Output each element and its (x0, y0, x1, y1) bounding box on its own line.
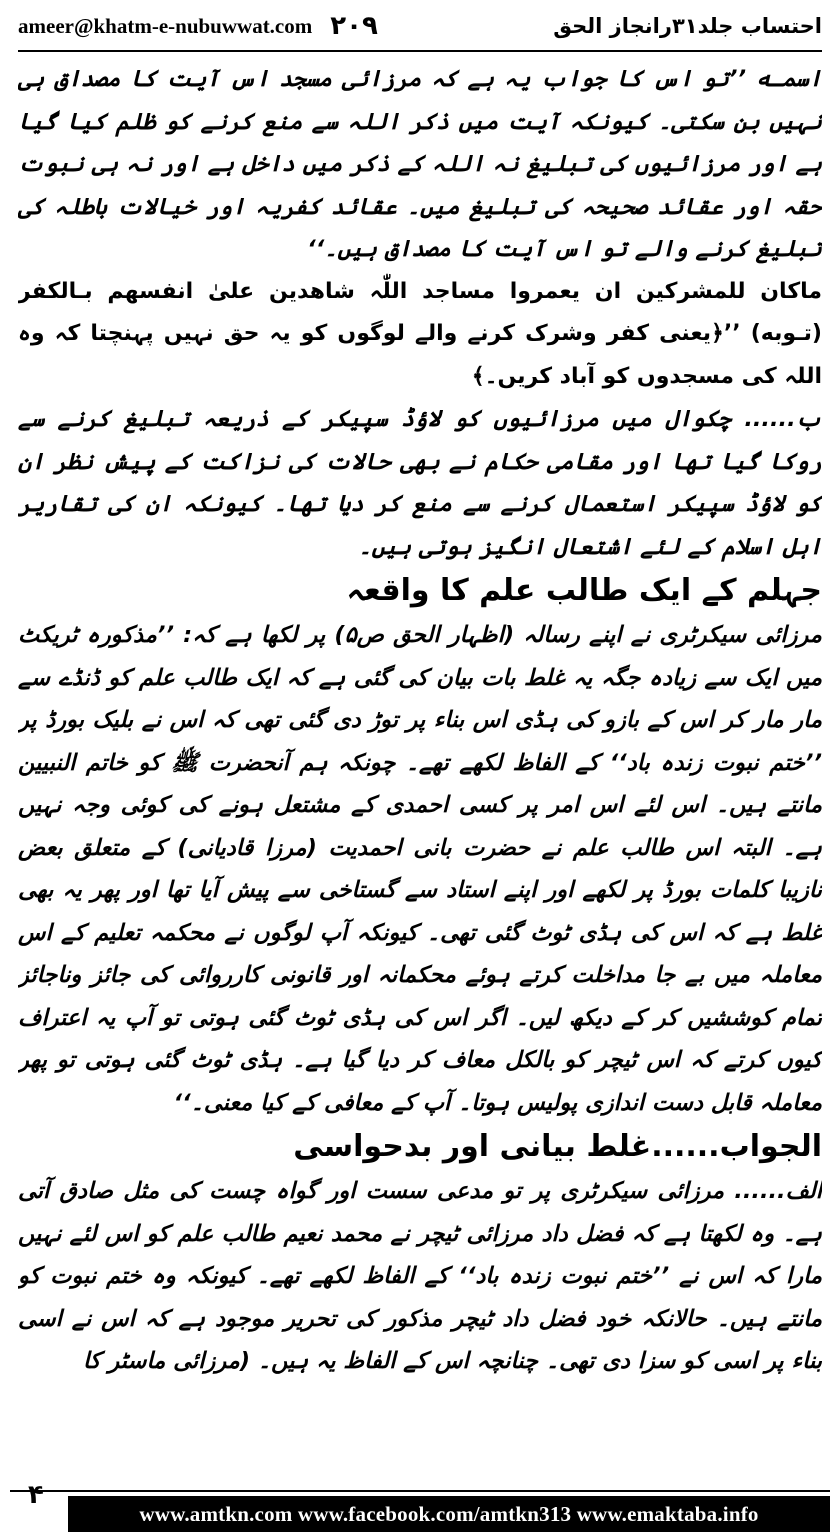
header-page-number: ۲۰۹ (330, 11, 378, 41)
paragraph-chakwal: ب...... چکوال میں مرزائیوں کو لاؤڈ سپیکر کے ذریعہ تبلیغ کرنے سے روکا گیا تھا اور مقامی حکام نے بھی حالات کی نزاکت کے پیش نظر ان کو لاؤڈ سپیکر استعمال کرنے سے منع کر دیا تھا۔ کیونکہ ان کی تقاریر اہل اسلام کے لئے اشتعال انگیز ہوتی ہیں۔ (18, 406, 822, 560)
footer-links-bar: www.amtkn.com www.facebook.com/amtkn313 www.emaktaba.info (68, 1496, 830, 1532)
paragraph-alif-reply: الف...... مرزائی سیکرٹری پر تو مدعی سست اور گواہ چست کی مثل صادق آتی ہے۔ وہ لکھتا ہے کہ فضل داد مرزائی ٹیچر نے محمد نعیم طالب علم کو اس لئے نہیں مارا کہ اس نے ’’ختم نبوت زندہ باد‘‘ کے الفاظ لکھے تھے۔ کیونکہ وہ ختم نبوت کو مانتے ہیں۔ حالانکہ خود فضل داد ٹیچر مذکور کی تحریر موجود ہے کہ اس نے اسی بناء پر اسی کو سزا دی تھی۔ چنانچہ اس کے الفاظ یہ ہیں۔ (مرزائی ماسٹر کا (18, 1178, 822, 1374)
paragraph-mirzai-secretary-quote: مرزائی سیکرٹری نے اپنے رسالہ (اظہار الحق ص۵) پر لکھا ہے کہ: ’’مذکورہ ٹریکٹ میں ایک سے زیادہ جگہ یہ غلط بات بیان کی گئی ہے کہ ایک طالب علم کو ڈنڈے سے مار مار کر اس کے بازو کی ہڈی اس بناء پر توڑ دی گئی تھی کہ اس نے بلیک بورڈ پر ’’ختم نبوت زندہ باد‘‘ کے الفاظ لکھے تھے۔ چونکہ ہم آنحضرت ﷺ کو خاتم النبیین مانتے ہیں۔ اس لئے اس امر پر کسی احمدی کے مشتعل ہونے کی کوئی وجہ نہیں ہے۔ البتہ اس طالب علم نے حضرت بانی احمدیت (مرزا قادیانی) کے متعلق بعض نازیبا کلمات بورڈ پر لکھے اور اپنے استاد سے گستاخی سے پیش آیا تھا اور پھر یہ بھی غلط ہے کہ اس کی ہڈی ٹوٹ گئی تھی۔ کیونکہ آپ لوگوں نے محکمہ تعلیم کے اس معاملہ میں بے جا مداخلت کرتے ہوئے محکمانہ اور قانونی کارروائی کی جائز وناجائز تمام کوششیں کر کے دیکھ لیں۔ اگر اس کی ہڈی ٹوٹ گئی ہوتی تو آپ یہ اعتراف کیوں کرتے کہ اس ٹیچر کو بالکل معاف کر دیا گیا ہے۔ ہڈی ٹوٹ گئی ہوتی تو پھر معاملہ قابل دست اندازی پولیس ہوتا۔ آپ کے معافی کے کیا معنی۔‘‘ (18, 622, 822, 1116)
section-heading-jhelum: جہلم کے ایک طالب علم کا واقعہ (346, 573, 822, 608)
page-header (18, 6, 822, 46)
page-footer (10, 1480, 830, 1536)
footer-divider (10, 1490, 830, 1492)
section-heading-answer: الجواب......غلط بیانی اور بدحواسی (293, 1129, 822, 1164)
header-divider (18, 50, 822, 52)
header-book-title: احتساب جلد۳۱رانجاز الحق (553, 14, 822, 38)
page-body (18, 58, 822, 1474)
header-email: ameer@khatm-e-nubuwwat.com (18, 13, 313, 38)
header-left (18, 11, 378, 41)
paragraph-answer-intro: اسمـه ’’تو اس کا جواب یہ ہے کہ مرزائی مسجد اس آیت کا مصداق ہی نہیں بن سکتی۔ کیونکہ آیت میں ذکر اللہ سے منع کرنے کو ظلم کیا گیا ہے اور مرزائیوں کی تبلیغ نہ اللہ کے ذکر میں داخل ہے اور نہ ہی نبوت حقہ اور عقائد صحیحہ کی تبلیغ میں۔ عقائد کفریہ اور خیالات باطلہ کی تبلیغ کرنے والے تو اس آیت کا مصداق ہیں۔‘‘ (18, 66, 822, 262)
paragraph-quran-verse: ماکان للمشرکین ان یعمروا مساجد اللّٰہ شاھدین علیٰ انفسھم بـالکفر (تـوبه) ’’﴿یعنی کفر وشرک کرنے والے لوگوں کو یہ حق نہیں پہنچتا کہ وہ اللہ کی مسجدوں کو آباد کریں۔﴾ (18, 278, 822, 389)
footer-page-marker: ۴ (28, 1480, 44, 1510)
